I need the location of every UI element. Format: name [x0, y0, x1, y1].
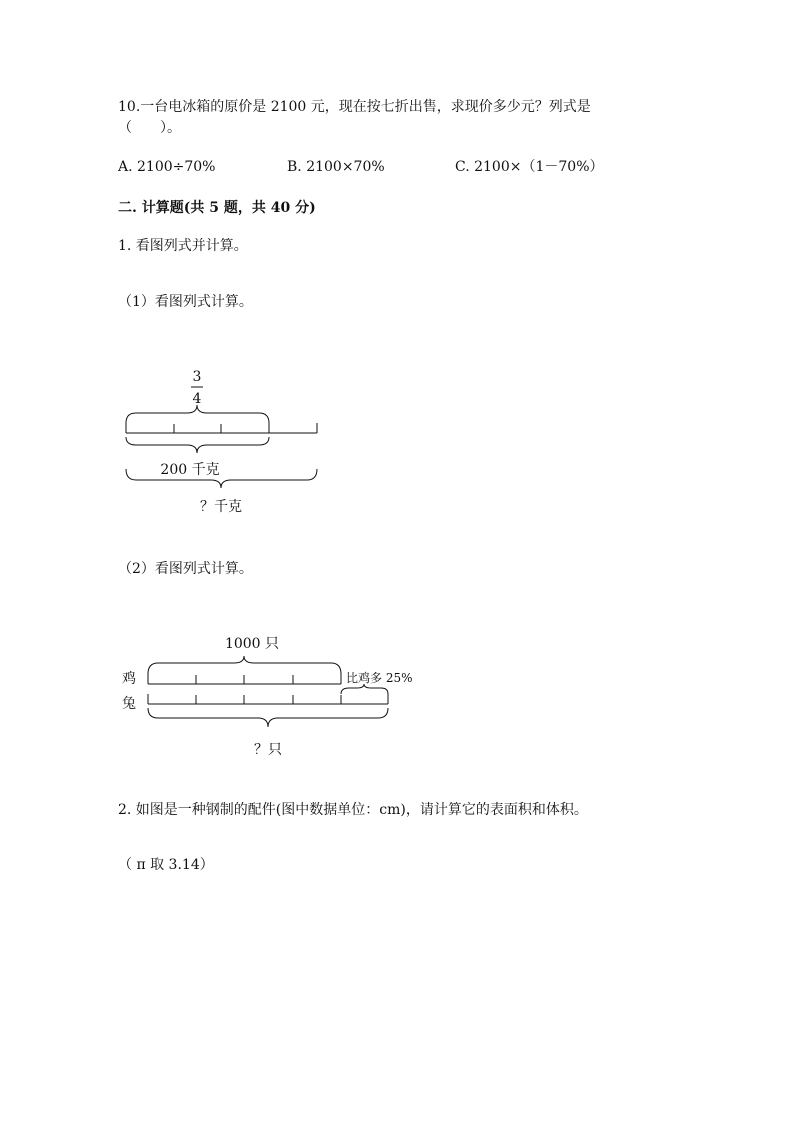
row-label-chicken: 鸡 — [122, 671, 136, 687]
question-1-part-2-label: （2）看图列式计算。 — [118, 561, 253, 577]
known-label: 200 千克 — [160, 462, 220, 478]
option-b: B. 2100×70% — [287, 159, 385, 175]
extra-brace — [341, 684, 388, 694]
question-1-title: 1. 看图列式并计算。 — [118, 238, 248, 254]
question-10-blank: （ ）。 — [118, 120, 181, 136]
fraction-diagram — [126, 369, 317, 515]
unknown-label: ？只 — [254, 742, 282, 758]
question-2-note: （ π 取 3.14） — [118, 857, 214, 873]
option-a: A. 2100÷70% — [118, 159, 216, 175]
bottom-brace — [148, 708, 388, 727]
option-c: C. 2100×（1－70%） — [455, 159, 604, 175]
section-title: 二. 计算题(共 5 题，共 40 分) — [118, 200, 316, 216]
question-1-part-1-label: （1）看图列式计算。 — [118, 294, 253, 310]
extra-label: 比鸡多 25% — [346, 671, 413, 685]
fraction-denominator: 4 — [192, 391, 202, 407]
question-10-text: 10.一台电冰箱的原价是 2100 元，现在按七折出售，求现价多少元？列式是 — [118, 99, 591, 115]
question-2-text: 2. 如图是一种钢制的配件(图中数据单位：cm)，请计算它的表面积和体积。 — [118, 802, 588, 818]
row-label-rabbit: 兔 — [122, 696, 136, 712]
top-brace — [126, 405, 269, 423]
middle-brace — [126, 437, 269, 453]
bottom-brace — [126, 469, 317, 488]
chicken-rabbit-diagram — [122, 636, 413, 758]
top-brace — [148, 656, 341, 674]
unknown-label: ？千克 — [200, 499, 242, 515]
fraction-numerator: 3 — [192, 369, 202, 385]
top-label: 1000 只 — [224, 636, 280, 652]
